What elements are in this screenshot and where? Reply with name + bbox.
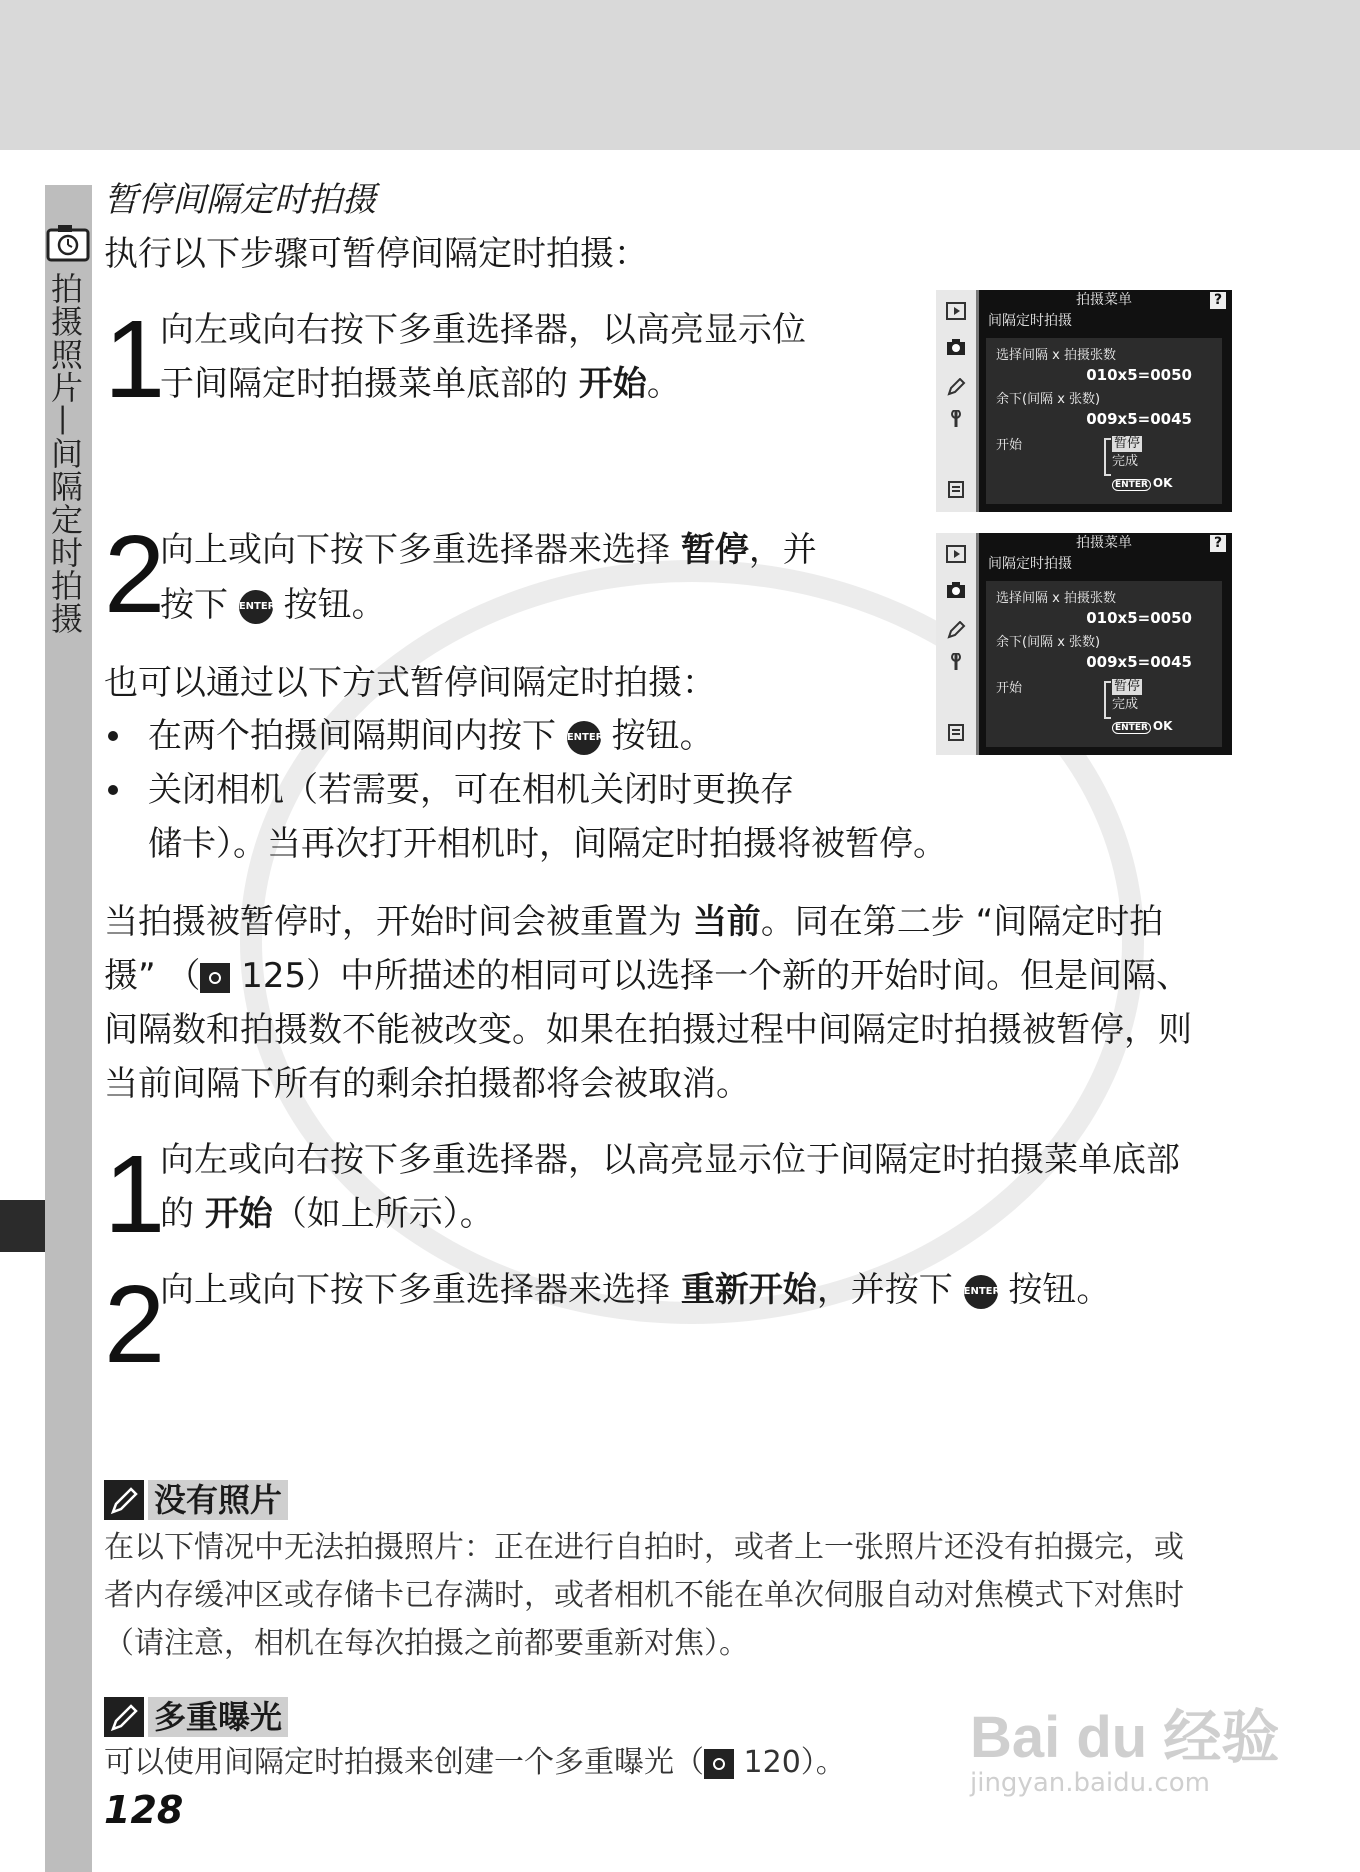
lcd-option-done: 完成	[1112, 454, 1139, 469]
wrench-icon	[946, 410, 966, 428]
pencil-note-icon	[104, 1480, 144, 1520]
lcd-row-label: 选择间隔 x 拍摄张数	[996, 591, 1116, 606]
camera-icon	[946, 581, 966, 599]
section-intro: 执行以下步骤可暂停间隔定时拍摄：	[104, 234, 648, 274]
chapter-title: 拍摄照片—间隔定时拍摄	[46, 272, 84, 635]
paragraph-line: 当拍摄被暂停时，开始时间会被重置为 当前。同在第二步 “间隔定时拍	[104, 902, 1164, 942]
pencil-note-icon	[104, 1697, 144, 1737]
step-text: 向左或向右按下多重选择器，以高亮显示位	[160, 310, 806, 350]
lcd-option-done: 完成	[1112, 697, 1139, 712]
lcd-start-label: 开始	[996, 438, 1023, 453]
enter-button-icon: ENTER	[239, 590, 273, 624]
page-number: 128	[104, 1788, 184, 1832]
note-text: 可以使用间隔定时拍摄来创建一个多重曝光（ 120）。	[104, 1745, 846, 1780]
recent-settings-icon	[946, 480, 966, 498]
step-number: 1	[104, 1133, 166, 1256]
step-text: 按下 ENTER 按钮。	[160, 585, 386, 625]
lcd-panel	[986, 338, 1222, 504]
lcd-bracket	[1104, 681, 1111, 719]
pencil-icon	[946, 621, 966, 639]
camera-lcd-screen	[936, 290, 1232, 512]
lcd-row-label: 余下(间隔 x 张数)	[996, 392, 1101, 407]
enter-button-icon: ENTER	[567, 721, 601, 755]
help-icon: ?	[1210, 292, 1226, 309]
step-text: 向上或向下按下多重选择器来选择 重新开始，并按下 ENTER 按钮。	[160, 1270, 1111, 1310]
lcd-header: 拍摄菜单	[1076, 292, 1132, 308]
bullet	[108, 785, 118, 795]
step-text: 向上或向下按下多重选择器来选择 暂停，并	[160, 530, 817, 570]
lcd-row-value: 010x5=0050	[1086, 366, 1192, 384]
lcd-option-pause: 暂停	[1114, 436, 1141, 451]
lcd-header: 拍摄菜单	[1076, 535, 1132, 551]
lcd-bracket	[1104, 438, 1111, 476]
lcd-menu-tabs	[936, 290, 979, 512]
lcd-ok-hint: ENTER OK	[1112, 476, 1172, 490]
camera-lcd-screen	[936, 533, 1232, 755]
lcd-subtitle: 间隔定时拍摄	[988, 313, 1072, 329]
bullet	[108, 731, 118, 741]
wrench-icon	[946, 653, 966, 671]
chapter-marker	[0, 1200, 45, 1252]
lcd-option-pause: 暂停	[1114, 679, 1141, 694]
note-title: 多重曝光	[148, 1697, 288, 1737]
step-text: 于间隔定时拍摄菜单底部的 开始。	[160, 364, 681, 404]
lcd-panel	[986, 581, 1222, 747]
note-title: 没有照片	[148, 1480, 288, 1520]
pencil-icon	[946, 378, 966, 396]
paragraph-line: 当前间隔下所有的剩余拍摄都将会被取消。	[104, 1064, 750, 1104]
help-icon: ?	[1210, 535, 1226, 552]
lcd-row-label: 余下(间隔 x 张数)	[996, 635, 1101, 650]
enter-button-icon: ENTER	[964, 1275, 998, 1309]
alt-intro: 也可以通过以下方式暂停间隔定时拍摄：	[104, 663, 716, 703]
watermark-brand: Bai du 经验	[970, 1705, 1280, 1770]
lcd-menu-tabs	[936, 533, 979, 755]
step-number: 2	[104, 1263, 166, 1386]
playback-icon	[946, 545, 966, 563]
bullet-text: 关闭相机（若需要，可在相机关闭时更换存	[148, 770, 794, 810]
step-text: 的 开始（如上所示）。	[160, 1194, 494, 1234]
note-text: 在以下情况中无法拍摄照片：正在进行自拍时，或者上一张照片还没有拍摄完，或	[104, 1530, 1184, 1565]
lcd-subtitle: 间隔定时拍摄	[988, 556, 1072, 572]
lcd-ok-hint: ENTER OK	[1112, 719, 1172, 733]
top-band	[0, 0, 1360, 150]
page-reference-icon	[704, 1749, 734, 1779]
section-title: 暂停间隔定时拍摄	[104, 180, 376, 220]
camera-icon	[946, 338, 966, 356]
playback-icon	[946, 302, 966, 320]
lcd-row-value: 010x5=0050	[1086, 609, 1192, 627]
lcd-start-label: 开始	[996, 681, 1023, 696]
lcd-row-label: 选择间隔 x 拍摄张数	[996, 348, 1116, 363]
baidu-watermark	[970, 1690, 1279, 1798]
lcd-row-value: 009x5=0045	[1086, 410, 1192, 428]
paragraph-line: 间隔数和拍摄数不能被改变。如果在拍摄过程中间隔定时拍摄被暂停，则	[104, 1010, 1192, 1050]
step-number: 1	[104, 298, 166, 421]
interval-camera-icon	[46, 222, 90, 262]
lcd-row-value: 009x5=0045	[1086, 653, 1192, 671]
recent-settings-icon	[946, 723, 966, 741]
paragraph-line: 摄” （ 125）中所描述的相同可以选择一个新的开始时间。但是间隔、	[104, 956, 1191, 996]
note-text: 者内存缓冲区或存储卡已存满时，或者相机不能在单次伺服自动对焦模式下对焦时	[104, 1578, 1184, 1613]
bullet-text: 在两个拍摄间隔期间内按下 ENTER 按钮。	[148, 716, 714, 756]
page-reference-icon	[200, 963, 230, 993]
bullet-text: 储卡）。当再次打开相机时，间隔定时拍摄将被暂停。	[148, 824, 947, 864]
step-number: 2	[104, 513, 166, 636]
note-text: （请注意，相机在每次拍摄之前都要重新对焦）。	[104, 1626, 749, 1661]
step-text: 向左或向右按下多重选择器，以高亮显示位于间隔定时拍摄菜单底部	[160, 1140, 1180, 1180]
watermark-url: jingyan.baidu.com	[970, 1768, 1210, 1798]
